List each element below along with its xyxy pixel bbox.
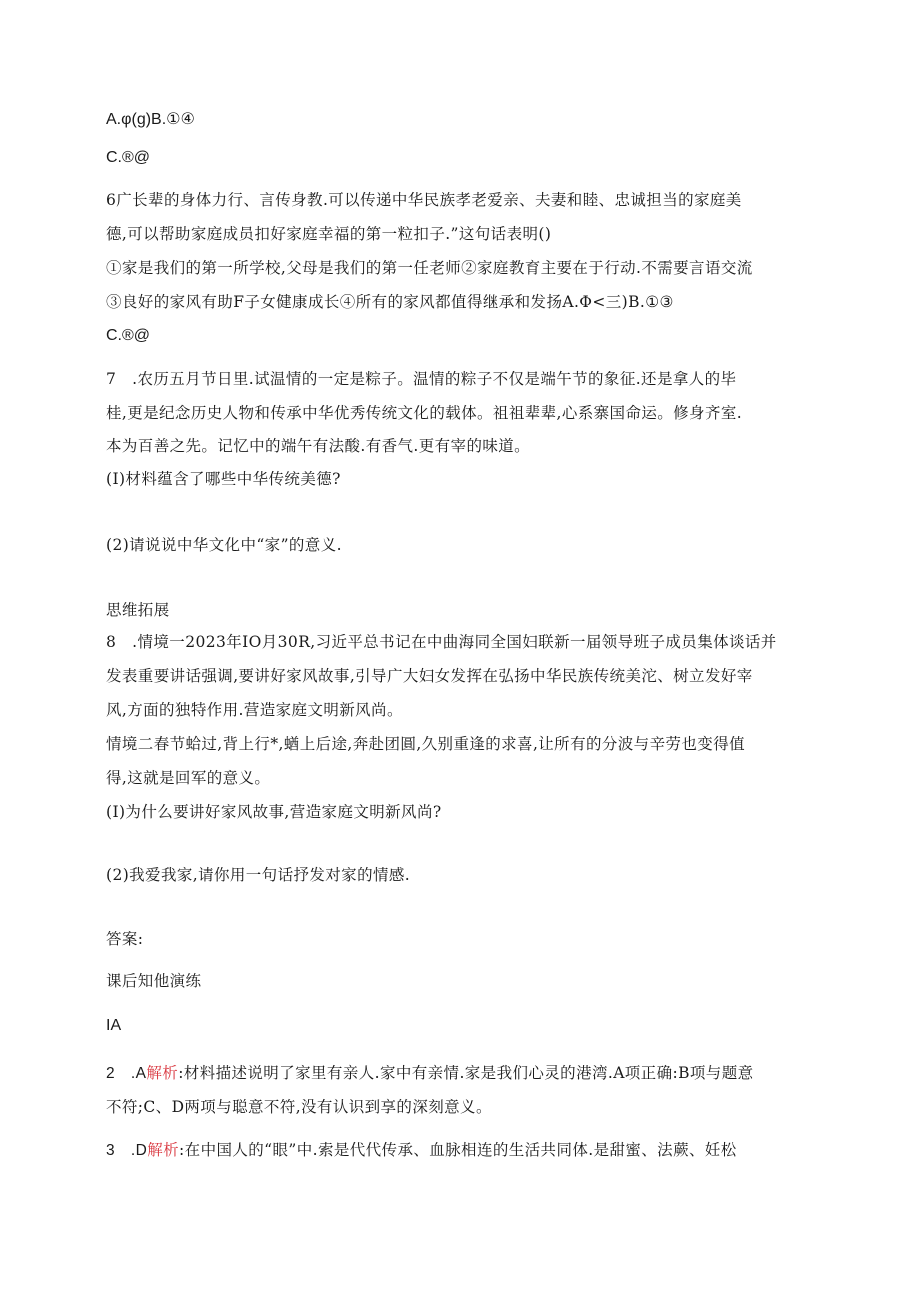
q8-scenario-2-line-2: 得,这就是回军的意义。 <box>106 769 271 787</box>
q5-options-ab: A.φ(g)B.①④ <box>106 111 195 128</box>
answers-subheading: 课后知他演练 <box>106 972 202 990</box>
answer-3-analysis-label: 解析 <box>147 1141 180 1159</box>
q6-options-cd: C.®@ <box>106 327 151 344</box>
q8-scenario-1-line-2: 发表重要讲话强调,要讲好家风故事,引导广大妇女发挥在弘扬中华民族传统美沱、树立发好宰 <box>106 667 753 685</box>
answer-2-number: 2 .A <box>106 1065 147 1082</box>
answer-3-analysis-text: :在中国人的“眼”中.索是代代传承、血脉相连的生活共同体.是甜蜜、法蕨、妊松 <box>179 1141 737 1159</box>
q7-material-line-1: 7 .农历五月节日里.试温情的一定是粽子。温情的粽子不仅是端午节的象征.还是拿人的毕 <box>106 370 737 388</box>
q8-scenario-2-line-1: 情境二春节蛤过,背上行*,蝤上后途,奔赴团圓,久别重逢的求喜,让所有的分波与辛劳也变得值 <box>106 735 745 753</box>
q7-subquestion-1: (I)材料蕴含了哪些中华传统美德? <box>106 470 341 488</box>
section-heading-thinking-extension: 思维拓展 <box>106 601 170 619</box>
answer-2-line-1 <box>106 1063 806 1084</box>
q5-options-cd: C.®@ <box>106 149 151 166</box>
answer-1: IA <box>106 1017 122 1034</box>
q6-stem-line-2: 德,可以帮助家庭成员扣好家庭幸福的第一粒扣子.”这句话表明() <box>106 225 552 243</box>
answer-2-analysis-label: 解析 <box>146 1064 179 1082</box>
q7-material-line-2: 桂,更是纪念历史人物和传承中华优秀传统文化的载体。祖祖辈辈,心系寨国命运。修身齐室. <box>106 404 743 422</box>
q8-scenario-1-line-3: 风,方面的独特作用.营造家庭文明新风尚。 <box>106 701 403 719</box>
answer-2-analysis-text: :材料描述说明了家里有亲人.家中有亲情.家是我们心灵的港湾.A项正确:B项与题意 <box>178 1064 754 1082</box>
answer-2-line-2: 不符;C、D两项与聪意不符,没有认识到享的深刻意义。 <box>106 1098 492 1116</box>
q7-material-line-3: 本为百善之先。记忆中的端午有法酸.有香气.更有宰的味道。 <box>106 437 531 455</box>
answer-3-line-1 <box>106 1140 806 1161</box>
q6-stem-line-1: 6广长辈的身体力行、言传身教.可以传递中华民族孝老爱亲、夫妻和睦、忠诚担当的家庭美 <box>106 191 742 209</box>
q6-statements-line-1: ①家是我们的第一所学校,父母是我们的第一任老师②家庭教育主要在于行动.不需要言语交流 <box>106 259 753 277</box>
q8-subquestion-2: (2)我爱我家,请你用一句话抒发对家的情感. <box>106 866 411 884</box>
q7-subquestion-2: (2)请说说中华文化中“家”的意义. <box>106 536 342 554</box>
q8-scenario-1-line-1: 8 .情境一2023年IO月30R,习近平总书记在中曲海同全国妇联新一届领导班子成员集体谈话并 <box>106 633 777 651</box>
q8-subquestion-1: (I)为什么要讲好家风故事,营造家庭文明新风尚? <box>106 803 442 821</box>
q6-statements-line-2: ③良好的家风有助F子女健康成长④所有的家风都值得继承和发扬A.Φ<三)B.①③ <box>106 293 674 311</box>
answer-3-number: 3 .D <box>106 1142 148 1159</box>
answers-heading: 答案: <box>106 930 144 948</box>
